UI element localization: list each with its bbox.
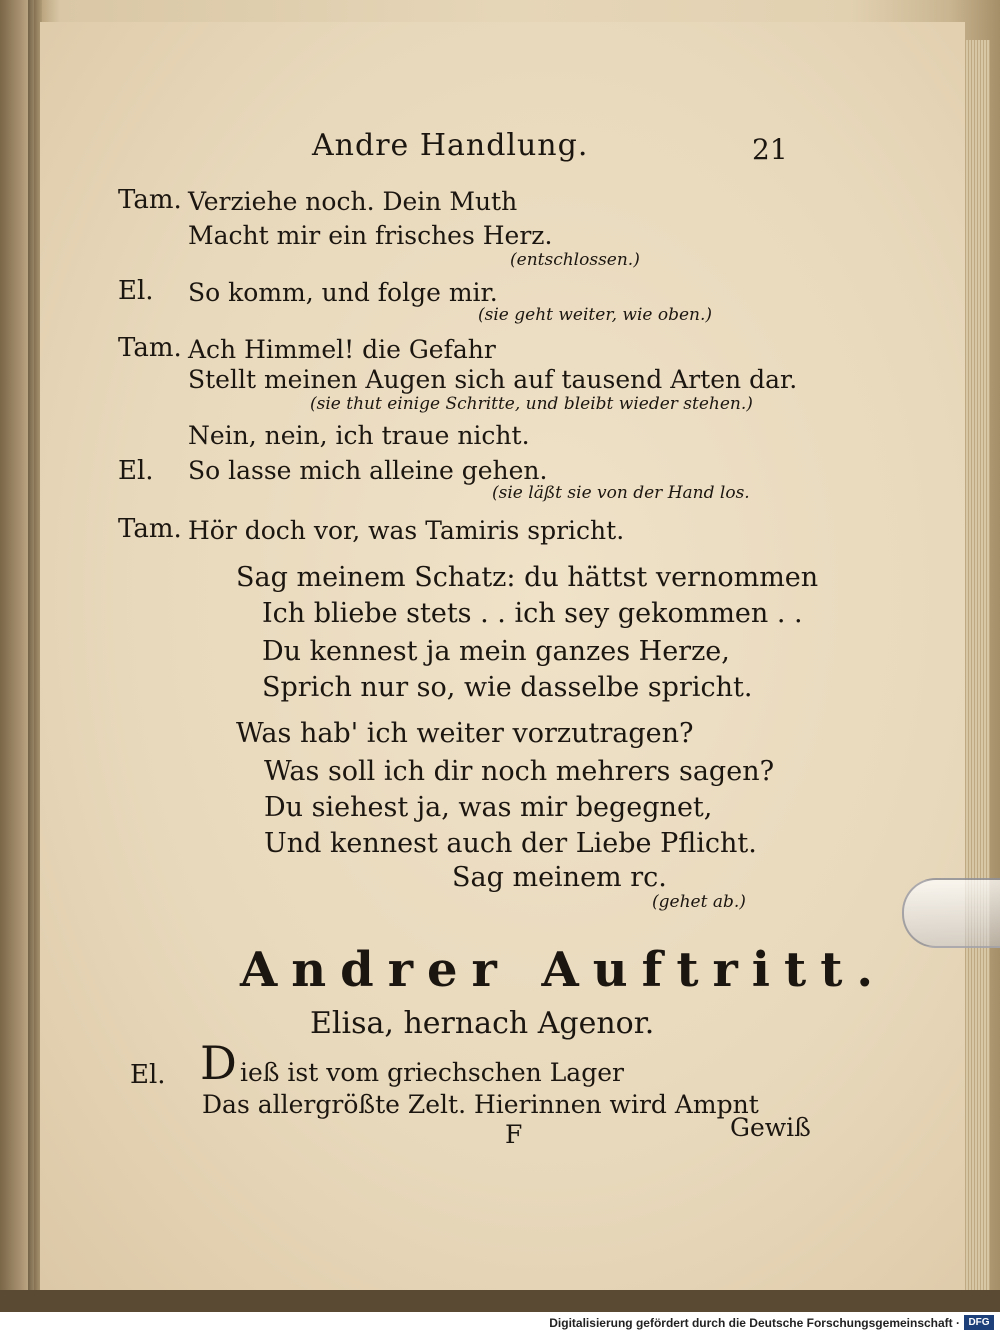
verse-line: Verziehe noch. Dein Muth — [188, 187, 518, 216]
stage-direction: (sie geht weiter, wie oben.) — [478, 305, 713, 325]
stage-direction: (gehet ab.) — [652, 892, 746, 912]
stage-direction: (sie läßt sie von der Hand los. — [492, 483, 750, 503]
verse-line: Ach Himmel! die Gefahr — [188, 335, 496, 364]
scene-characters: Elisa, hernach Agenor. — [310, 1006, 655, 1041]
song-line: Was soll ich dir noch mehrers sagen? — [264, 756, 775, 787]
footer-bar — [0, 1312, 1000, 1334]
plastic-tab — [902, 878, 1000, 948]
song-line: Was hab' ich weiter vorzutragen? — [236, 718, 694, 749]
verse-line: Nein, nein, ich traue nicht. — [188, 421, 530, 450]
footer-credit: Digitalisierung gefördert durch die Deutsche Forschungsgemeinschaft · — [549, 1316, 960, 1330]
speaker-label: El. — [118, 456, 154, 486]
scene-title: Andrer Auftritt. — [240, 942, 888, 998]
verse-line: Hör doch vor, was Tamiris spricht. — [188, 516, 625, 545]
verse-line: Stellt meinen Augen sich auf tausend Arten dar. — [188, 365, 798, 394]
verse-line: Macht mir ein frisches Herz. — [188, 221, 553, 250]
speaker-label: Tam. — [118, 185, 182, 215]
verse-line: Das allergrößte Zelt. Hierinnen wird Ampnt — [202, 1090, 759, 1119]
speaker-label: El. — [130, 1060, 166, 1090]
speaker-label: El. — [118, 276, 154, 306]
page-number: 21 — [752, 133, 788, 166]
song-line: Und kennest auch der Liebe Pflicht. — [264, 828, 757, 859]
song-line: Sag meinem rc. — [452, 862, 667, 893]
catchword: Gewiß — [730, 1113, 811, 1142]
verse-line: So lasse mich alleine gehen. — [188, 456, 548, 485]
song-line: Ich bliebe stets . . ich sey gekommen . . — [262, 598, 803, 629]
verse-line: So komm, und folge mir. — [188, 278, 498, 307]
running-head: Andre Handlung. — [312, 128, 589, 163]
verse-line: ieß ist vom griechschen Lager — [240, 1058, 624, 1087]
speaker-label: Tam. — [118, 333, 182, 363]
song-line: Sprich nur so, wie dasselbe spricht. — [262, 672, 753, 703]
song-line: Du kennest ja mein ganzes Herze, — [262, 636, 730, 667]
speaker-label: Tam. — [118, 514, 182, 544]
scan-bottom-band — [0, 1290, 1000, 1312]
drop-cap: D — [200, 1036, 237, 1090]
dfg-logo-icon: DFG — [964, 1315, 994, 1330]
stage-direction: (sie thut einige Schritte, und bleibt wieder stehen.) — [310, 394, 753, 414]
song-line: Sag meinem Schatz: du hättst vernommen — [236, 562, 819, 593]
stage-direction: (entschlossen.) — [510, 250, 640, 270]
song-line: Du siehest ja, was mir begegnet, — [264, 792, 713, 823]
signature-mark: F — [505, 1120, 523, 1149]
